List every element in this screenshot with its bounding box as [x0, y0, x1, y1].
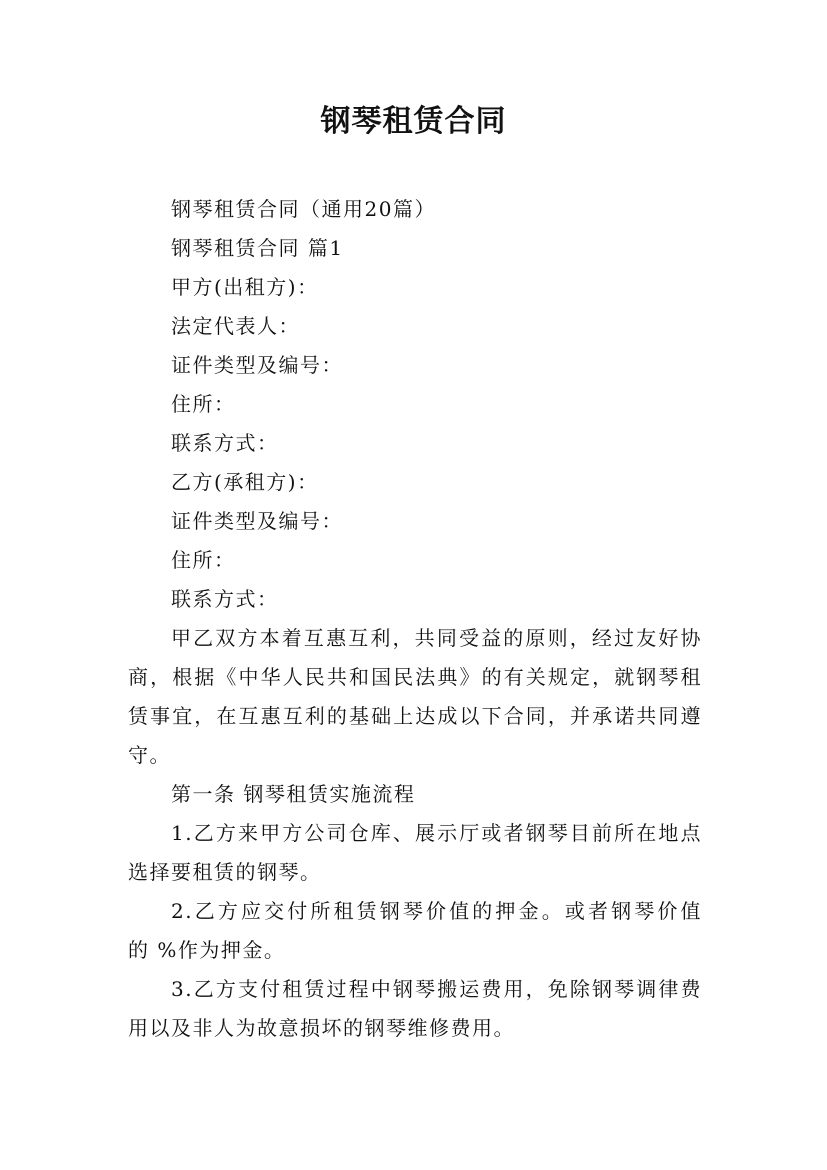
preamble-paragraph	[128, 619, 702, 775]
paragraph-line: 赁事宜，在互惠互利的基础上达成以下合同，并承诺共同遵	[128, 704, 702, 728]
section-heading: 钢琴租赁合同 篇1	[171, 236, 344, 260]
article-1-heading: 第一条 钢琴租赁实施流程	[171, 782, 416, 806]
paragraph-line: 的 %作为押金。	[128, 938, 286, 962]
document-body	[128, 190, 702, 1048]
party-a-contact: 联系方式：	[171, 431, 279, 455]
party-a-block	[128, 268, 702, 463]
party-a-address: 住所：	[171, 392, 236, 416]
paragraph-line: 2.乙方应交付所租赁钢琴价值的押金。或者钢琴价值	[171, 899, 702, 923]
paragraph-line: 甲乙双方本着互惠互利，共同受益的原则，经过友好协	[171, 626, 702, 650]
party-a-representative: 法定代表人：	[171, 314, 300, 338]
paragraph-line: 商，根据《中华人民共和国民法典》的有关规定，就钢琴租	[128, 665, 702, 689]
article-1-item-1	[128, 814, 702, 892]
document-subtitle: 钢琴租赁合同（通用20篇）	[171, 197, 436, 221]
paragraph-line: 守。	[128, 743, 171, 767]
party-a-id-type: 证件类型及编号：	[171, 353, 343, 377]
party-b-id-type: 证件类型及编号：	[171, 509, 343, 533]
document-title: 钢琴租赁合同	[320, 104, 507, 139]
party-b-label: 乙方(承租方)：	[171, 470, 319, 494]
party-b-address: 住所：	[171, 548, 236, 572]
paragraph-line: 1.乙方来甲方公司仓库、展示厅或者钢琴目前所在地点	[171, 821, 702, 845]
paragraph-line: 选择要租赁的钢琴。	[128, 860, 322, 884]
party-b-contact: 联系方式：	[171, 587, 279, 611]
paragraph-line: 3.乙方支付租赁过程中钢琴搬运费用，免除钢琴调律费	[171, 977, 702, 1001]
article-1-item-3	[128, 970, 702, 1048]
party-a-label: 甲方(出租方)：	[171, 275, 319, 299]
paragraph-line: 用以及非人为故意损坏的钢琴维修费用。	[128, 1016, 515, 1040]
article-1-item-2	[128, 892, 702, 970]
party-b-block	[128, 463, 702, 619]
